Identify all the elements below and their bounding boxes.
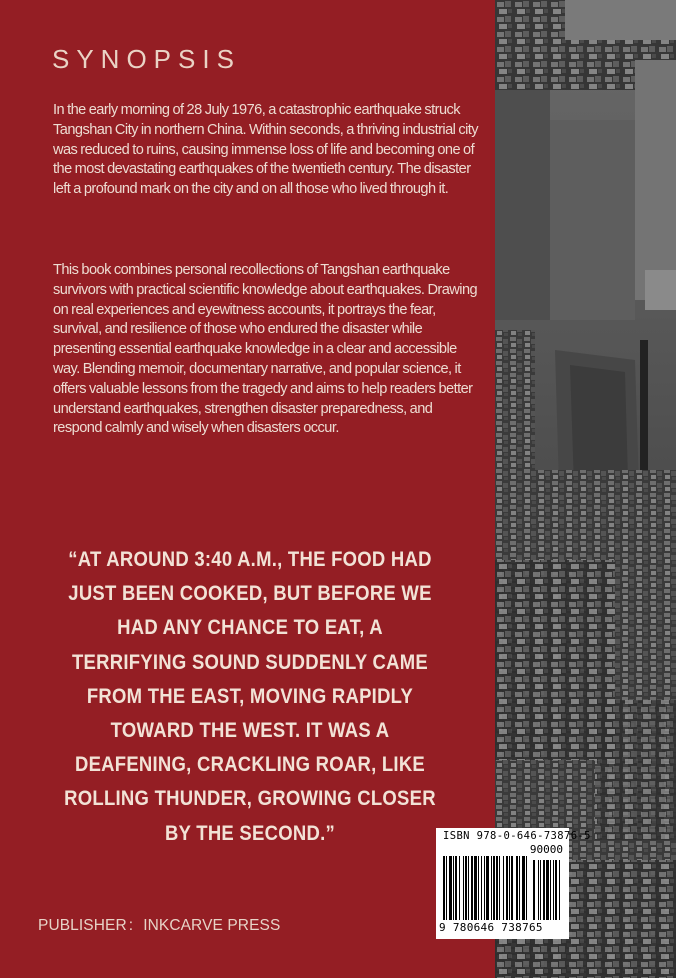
addon-bar xyxy=(533,860,535,920)
isbn-barcode xyxy=(436,828,591,939)
barcode-bar xyxy=(509,856,510,920)
barcode-bar xyxy=(468,856,469,920)
synopsis-paragraph-1: In the early morning of 28 July 1976, a catastrophic earthquake struck Tangshan City in northern China. Within seconds, a thriving industrial city was reduced to ruins, causing immense loss of life and becoming one of the most devastating earthquakes of the twentieth century. The disaster left a profound mark on the city and on all those who lived through it. xyxy=(53,102,479,198)
barcode-bar xyxy=(478,856,479,920)
barcode-bar xyxy=(486,856,489,920)
barcode-bar xyxy=(516,856,518,920)
barcode-bar xyxy=(459,856,460,920)
barcode-bar xyxy=(471,856,473,920)
barcode-bar xyxy=(463,856,464,920)
addon-bar xyxy=(546,860,549,920)
barcode-bar xyxy=(526,856,527,920)
synopsis-paragraph-2: This book combines personal recollections of Tangshan earthquake survivors with practical scientific knowledge about earthquakes. Drawing on real experiences and eyewitness accounts, it portrays the fear, survival, and resilience of those who endured the disaster while presenting essential earthquake knowledge in a clear and accessible way. Blending memoir, documentary narrative, and popular science, it offers valuable lessons from the tragedy and aims to help readers better understand earthquakes, strengthen disaster preparedness, and respond calmly and wisely when disasters occur. xyxy=(53,262,478,437)
barcode-bar xyxy=(465,856,467,920)
survivor-quote: “AT AROUND 3:40 A.M., THE FOOD HAD JUST BEEN COOKED, BUT BEFORE WE HAD ANY CHANCE TO EAT, A TERRIFYING SOUND SUDDENLY CAME FROM THE EAST, MOVING RAPIDLY TOWARD THE WEST. IT WAS A DEAFENING, CRACKLING ROAR, LIKE ROLLING THUNDER, GROWING CLOSER BY THE SECOND.” xyxy=(64,547,436,845)
barcode-bar xyxy=(503,856,504,920)
barcode-bar xyxy=(511,856,513,920)
barcode-bar xyxy=(522,856,525,920)
addon-bar xyxy=(553,860,554,920)
barcode-bar xyxy=(474,856,477,920)
barcode-bar xyxy=(453,856,454,920)
barcode-bar xyxy=(493,856,495,920)
barcode-bar xyxy=(506,856,508,920)
barcode-bars xyxy=(441,844,564,922)
barcode-bar xyxy=(491,856,492,920)
price-addon-code: 90000 xyxy=(529,843,563,856)
publisher-line xyxy=(38,917,280,935)
barcode-bar xyxy=(519,856,520,920)
addon-bar xyxy=(538,860,539,920)
barcode-bar xyxy=(443,856,445,920)
addon-bar xyxy=(550,860,551,920)
publisher-name: INKCARVE PRESS xyxy=(143,917,281,934)
addon-bar xyxy=(540,860,541,920)
barcode-bar xyxy=(496,856,498,920)
publisher-separator: : xyxy=(128,917,134,934)
barcode-bar xyxy=(446,856,447,920)
addon-bar xyxy=(543,860,545,920)
addon-bar xyxy=(559,860,560,920)
publisher-label: PUBLISHER xyxy=(38,917,127,934)
isbn-number: ISBN 978-0-646-73876-5 xyxy=(443,830,591,842)
synopsis-heading: SYNOPSIS xyxy=(52,44,241,74)
barcode-bar xyxy=(484,856,485,920)
barcode-bar xyxy=(455,856,457,920)
barcode-bar xyxy=(481,856,482,920)
ean-number: 9 780646 738765 xyxy=(439,921,543,934)
addon-bar xyxy=(555,860,557,920)
barcode-bar xyxy=(449,856,452,920)
barcode-bar xyxy=(499,856,500,920)
